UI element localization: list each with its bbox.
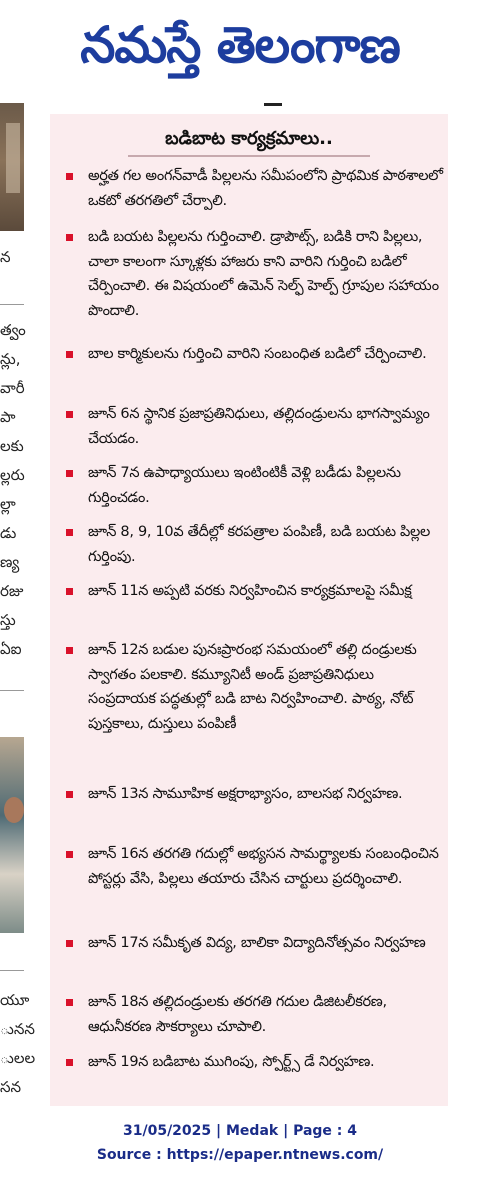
bullet-square-icon xyxy=(66,411,73,418)
list-item-text: జూన్ 18న తల్లిదండ్రులకు తరగతి గదుల డిజిటలీకరణ, ఆధునీకరణ సౌకర్యాలు చూపాలి. xyxy=(88,994,387,1035)
list-item-text: జూన్ 12న బడుల పునఃప్రారంభ సమయంలో తల్లి దండ్రులకు స్వాగతం పలకాలి. కమ్యూనిటీ అండ్ ప్రజాప్రతినిధులు సంప్రదాయక పద్ధతుల్లో బడి బాట నిర్వహించాలి. పాఠ్య, నోట్ పుస్తకాలు, దుస్తులు పంపిణీ xyxy=(88,642,417,732)
list-item-text: జూన్ 7న ఉపాధ్యాయులు ఇంటింటికీ వెళ్లి బడీడు పిల్లలను గుర్తించడం. xyxy=(88,465,401,506)
left-fragment: స్తు xyxy=(0,611,16,629)
list-item-text: జూన్ 16న తరగతి గదుల్లో అభ్యసన సామర్థ్యాలకు సంబంధించిన పోస్టర్లు వేసి, పిల్లలు తయారు చేసిన చార్టులు ప్రదర్శించాలి. xyxy=(88,846,439,887)
left-fragment: త్వం xyxy=(0,321,26,339)
left-fragment: ణ్య xyxy=(0,553,20,571)
left-fragment: ులల xyxy=(0,1049,36,1067)
left-fragment: యూ xyxy=(0,991,30,1009)
cropped-photo-middle xyxy=(0,737,24,933)
list-item-text: బాల కార్మికులను గుర్తించి వారిని సంబంధిత బడిలో చేర్పించాలి. xyxy=(88,346,427,362)
list-item-text: జూన్ 11న అప్పటి వరకు నిర్వహించిన కార్యక్రమాలపై సమీక్ష xyxy=(88,583,412,599)
bullet-square-icon xyxy=(66,791,73,798)
article-heading: బడిబాట కార్యక్రమాలు.. xyxy=(165,128,333,149)
left-fragment: రజు xyxy=(0,582,24,600)
heading-rule xyxy=(128,155,370,157)
bullet-square-icon xyxy=(66,851,73,858)
list-item-text: జూన్ 19న బడిబాట ముగింపు, స్పోర్ట్స్ డే నిర్వహణ. xyxy=(88,1054,375,1070)
list-item-text: బడి బయట పిల్లలను గుర్తించాలి. డ్రాపౌట్స్, బడికి రాని పిల్లలు, చాలా కాలంగా స్కూళ్లకు హాజరు కాని వారిని గుర్తించి బడిలో చేర్పించాలి. ఈ విషయంలో ఉమెన్ సెల్ఫ్ హెల్ప్ గ్రూపుల సహాయం పొందాలి. xyxy=(88,229,439,319)
bullet-square-icon xyxy=(66,588,73,595)
bullet-square-icon xyxy=(66,1059,73,1066)
bullet-square-icon xyxy=(66,173,73,180)
left-fragment: ల్లా xyxy=(0,495,16,513)
left-column-rule xyxy=(0,690,24,691)
left-fragment: వారీ xyxy=(0,379,25,397)
column-divider-dash xyxy=(264,103,282,106)
left-fragment: డు xyxy=(0,524,17,542)
left-fragment: సన xyxy=(0,1078,22,1096)
left-fragment: న xyxy=(0,248,11,266)
left-fragment: లకు xyxy=(0,437,24,455)
list-item-text: జూన్ 13న సామూహిక అక్షరాభ్యాసం, బాలసభ నిర్వహణ. xyxy=(88,786,403,802)
masthead xyxy=(0,0,480,92)
footer-source: Source : https://epaper.ntnews.com/ xyxy=(96,1147,384,1163)
left-fragment: పా xyxy=(0,408,16,426)
bullet-square-icon xyxy=(66,470,73,477)
bullet-square-icon xyxy=(66,999,73,1006)
bullet-square-icon xyxy=(66,940,73,947)
bullet-square-icon xyxy=(66,234,73,241)
list-item-text: జూన్ 6న స్థానిక ప్రజాప్రతినిధులు, తల్లిదండ్రులను భాగస్వామ్యం చేయడం. xyxy=(88,406,430,447)
bullet-square-icon xyxy=(66,647,73,654)
bullet-square-icon xyxy=(66,351,73,358)
list-item-text: అర్హత గల అంగన్‌వాడీ పిల్లలను సమీపంలోని ప్రాథమిక పాఠశాలలో ఒకటో తరగతిలో చేర్పాలి. xyxy=(88,168,443,209)
left-fragment: ఏఐ xyxy=(0,640,22,658)
list-item-text: జూన్ 8, 9, 10వ తేదీల్లో కరపత్రాల పంపిణీ, బడి బయట పిల్లల గుర్తింపు. xyxy=(88,524,431,565)
bullet-square-icon xyxy=(66,529,73,536)
article-box xyxy=(50,114,448,1106)
left-column-rule xyxy=(0,304,24,305)
footer-date-edition: 31/05/2025 | Medak | Page : 4 xyxy=(122,1123,358,1139)
left-fragment: ునన xyxy=(0,1020,35,1038)
left-column-rule xyxy=(0,970,24,971)
cropped-photo-top xyxy=(0,103,24,231)
left-fragment: న్లు, xyxy=(0,350,21,368)
newspaper-title: నమస్తే తెలంగాణ xyxy=(80,16,400,74)
left-fragment: ల్లరు xyxy=(0,466,25,484)
list-item-text: జూన్ 17న సమీకృత విద్య, బాలికా విద్యాదినోత్సవం నిర్వహణ xyxy=(88,935,426,951)
